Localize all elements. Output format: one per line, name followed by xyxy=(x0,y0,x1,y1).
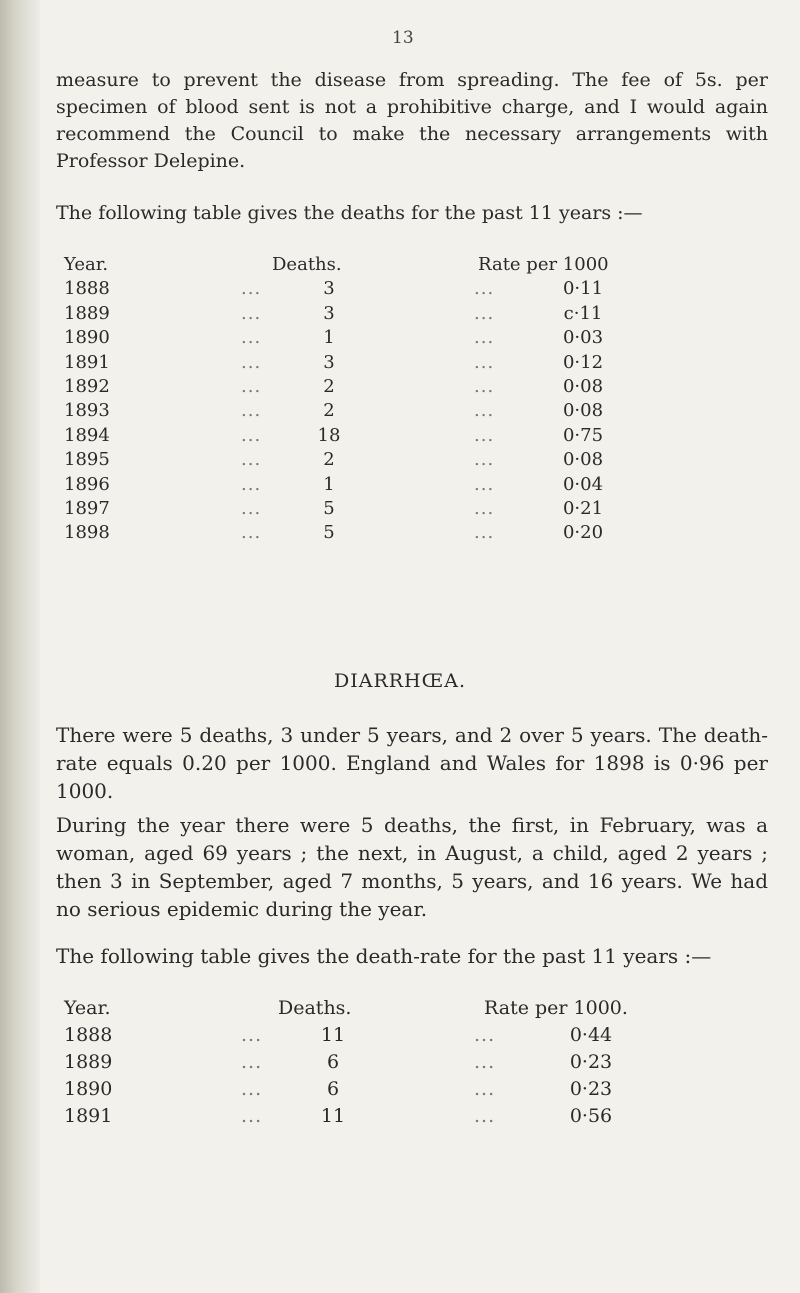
leader-dots: ... xyxy=(241,1024,263,1046)
paragraph-fee: measure to prevent the disease from spreading. The fee of 5s. per specimen of blood sent is not a prohibitive charge, and I would again recommend the Council to make the necessary arrangements with Professor Delepine. xyxy=(56,69,768,172)
leader-dots: ... xyxy=(241,400,262,422)
cell-deaths: 1 xyxy=(323,473,335,495)
table-row xyxy=(56,521,768,545)
cell-year: 1893 xyxy=(64,400,110,422)
cell-year: 1895 xyxy=(64,449,110,471)
cell-year: 1888 xyxy=(64,1024,113,1046)
table-row xyxy=(56,1022,768,1049)
leader-dots: ... xyxy=(241,473,262,495)
header-year: Year. xyxy=(64,997,111,1019)
leader-dots: ... xyxy=(474,375,495,397)
paragraph-diarrhoea-details: During the year there were 5 deaths, the first, in February, was a woman, aged 69 years ; the next, in August, a child, aged 2 years ; then 3 in September, aged 7 months, 5 years, and 16 years. We had no serious epidemic during the year. xyxy=(56,813,768,921)
table-header-row xyxy=(56,995,768,1022)
cell-year: 1896 xyxy=(64,473,110,495)
leader-dots: ... xyxy=(241,327,262,349)
leader-dots: ... xyxy=(241,1078,263,1100)
cell-deaths: 5 xyxy=(323,497,335,519)
cell-year: 1889 xyxy=(64,1051,113,1073)
page-edge-shadow xyxy=(0,0,40,1293)
leader-dots: ... xyxy=(241,449,262,471)
cell-year: 1888 xyxy=(64,278,110,300)
leader-dots: ... xyxy=(241,424,262,446)
deaths-table xyxy=(56,253,768,546)
cell-year: 1890 xyxy=(64,327,110,349)
leader-dots: ... xyxy=(474,424,495,446)
cell-deaths: 6 xyxy=(326,1051,340,1073)
cell-deaths: 3 xyxy=(323,278,335,300)
leader-dots: ... xyxy=(241,1051,263,1073)
table-row xyxy=(56,302,768,326)
cell-rate: 0·08 xyxy=(562,375,604,397)
table-row xyxy=(56,497,768,521)
cell-rate: 0·11 xyxy=(562,278,604,300)
header-rate: Rate per 1000 xyxy=(478,254,609,275)
table-row xyxy=(56,448,768,472)
leader-dots: ... xyxy=(474,302,495,324)
cell-deaths: 2 xyxy=(323,375,335,397)
cell-rate: 0·12 xyxy=(562,351,604,373)
leader-dots: ... xyxy=(474,278,495,300)
page-number: 13 xyxy=(392,28,414,48)
cell-rate: 0·23 xyxy=(569,1051,613,1073)
leader-dots: ... xyxy=(241,278,262,300)
cell-deaths: 2 xyxy=(323,400,335,422)
leader-dots: ... xyxy=(474,473,495,495)
cell-deaths: 5 xyxy=(323,522,335,544)
leader-dots: ... xyxy=(474,327,495,349)
paragraph-diarrhoea-summary: There were 5 deaths, 3 under 5 years, and 2 over 5 years. The death-rate equals 0.20 per 1000. England and Wales for 1898 is 0·96 per 1000. xyxy=(56,723,768,803)
leader-dots: ... xyxy=(474,497,495,519)
leader-dots: ... xyxy=(474,1078,496,1100)
cell-deaths: 11 xyxy=(320,1105,346,1127)
section-heading-diarrhoea: DIARRHŒA. xyxy=(333,670,466,692)
leader-dots: ... xyxy=(241,522,262,544)
cell-year: 1889 xyxy=(64,302,110,324)
table-row xyxy=(56,424,768,448)
table-row xyxy=(56,399,768,423)
cell-deaths: 11 xyxy=(320,1024,346,1046)
cell-year: 1892 xyxy=(64,375,110,397)
cell-rate: 0·20 xyxy=(562,522,604,544)
cell-deaths: 3 xyxy=(323,351,335,373)
leader-dots: ... xyxy=(241,497,262,519)
death-rate-table xyxy=(56,995,768,1130)
cell-year: 1891 xyxy=(64,1105,113,1127)
leader-dots: ... xyxy=(474,1024,496,1046)
table-row xyxy=(56,375,768,399)
header-deaths: Deaths. xyxy=(278,997,352,1019)
table-row xyxy=(56,1049,768,1076)
table-row xyxy=(56,473,768,497)
cell-deaths: 3 xyxy=(323,302,335,324)
header-deaths: Deaths. xyxy=(272,254,342,275)
header-rate: Rate per 1000. xyxy=(484,997,628,1019)
table-row xyxy=(56,326,768,350)
cell-rate: 0·03 xyxy=(562,327,604,349)
leader-dots: ... xyxy=(474,1105,496,1127)
cell-rate: 0·04 xyxy=(562,473,604,495)
cell-year: 1894 xyxy=(64,424,110,446)
cell-deaths: 6 xyxy=(326,1078,340,1100)
leader-dots: ... xyxy=(474,400,495,422)
leader-dots: ... xyxy=(474,351,495,373)
cell-rate: 0·23 xyxy=(569,1078,613,1100)
cell-rate: 0·08 xyxy=(562,449,604,471)
leader-dots: ... xyxy=(474,522,495,544)
cell-rate: 0·75 xyxy=(562,424,604,446)
cell-rate: 0·56 xyxy=(569,1105,613,1127)
leader-dots: ... xyxy=(474,1051,496,1073)
table-row xyxy=(56,1103,768,1130)
paragraph-death-rate-intro: The following table gives the death-rate for the past 11 years :— xyxy=(56,944,712,968)
table-row xyxy=(56,351,768,375)
leader-dots: ... xyxy=(241,1105,263,1127)
cell-year: 1898 xyxy=(64,522,110,544)
table-row xyxy=(56,1076,768,1103)
leader-dots: ... xyxy=(241,351,262,373)
paragraph-deaths-table-intro: The following table gives the deaths for the past 11 years :— xyxy=(56,202,643,224)
header-year: Year. xyxy=(64,254,109,275)
cell-deaths: 1 xyxy=(323,327,335,349)
leader-dots: ... xyxy=(474,449,495,471)
cell-year: 1890 xyxy=(64,1078,113,1100)
cell-year: 1891 xyxy=(64,351,110,373)
leader-dots: ... xyxy=(241,302,262,324)
cell-year: 1897 xyxy=(64,497,110,519)
cell-deaths: 2 xyxy=(323,449,335,471)
cell-rate: 0·08 xyxy=(562,400,604,422)
table-header-row xyxy=(56,253,768,277)
cell-rate: 0·21 xyxy=(562,497,604,519)
cell-rate: 0·44 xyxy=(569,1024,613,1046)
leader-dots: ... xyxy=(241,375,262,397)
cell-rate: c·11 xyxy=(563,302,603,324)
table-row xyxy=(56,277,768,301)
cell-deaths: 18 xyxy=(317,424,341,446)
